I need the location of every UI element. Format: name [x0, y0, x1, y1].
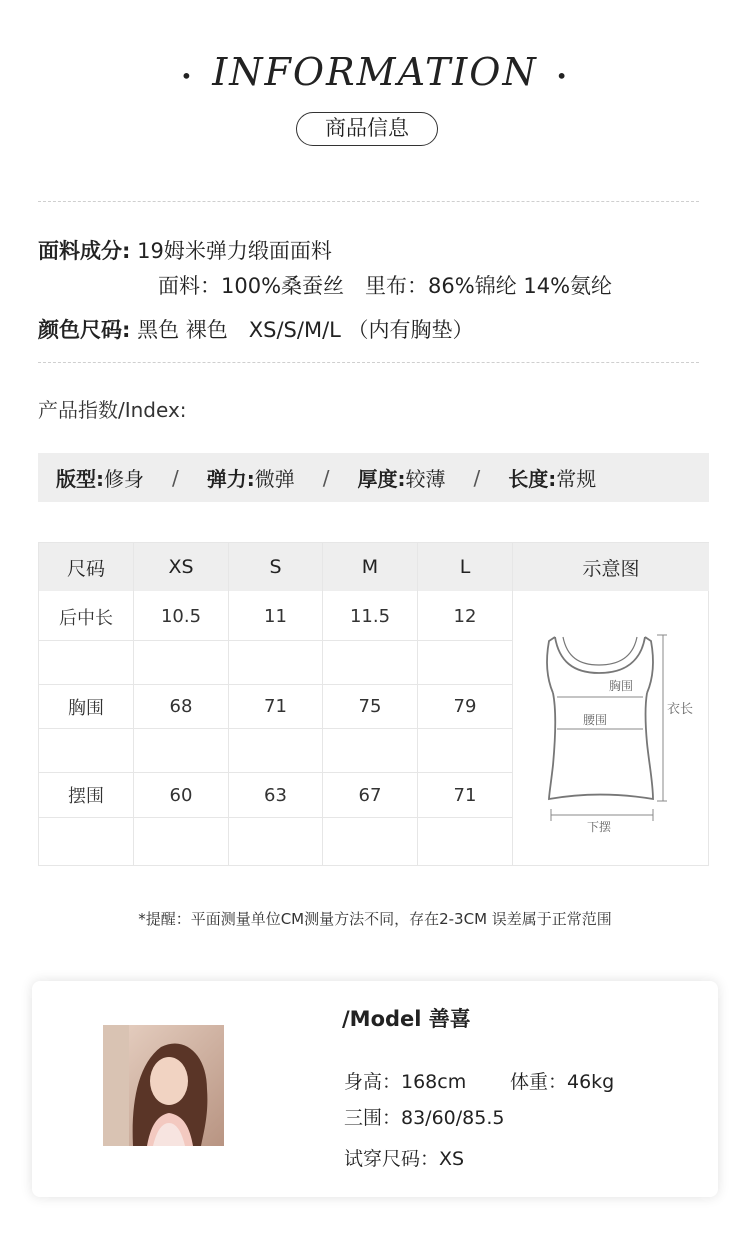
header-diagram: 示意图 — [513, 543, 709, 591]
header-l: L — [418, 543, 512, 591]
header-size: 尺码 — [39, 543, 133, 591]
model-photo — [103, 1025, 224, 1146]
cell-hem-m: 67 — [358, 784, 382, 806]
fabric-label: 面料成分: — [38, 239, 131, 263]
row-line — [39, 640, 512, 641]
header-m: M — [323, 543, 417, 591]
index-separator: / — [322, 465, 330, 490]
information-title — [0, 50, 750, 94]
model-card — [32, 981, 718, 1197]
row-line — [39, 817, 512, 818]
index-bar — [38, 453, 709, 502]
index-key-elasticity: 弹力: — [206, 467, 255, 491]
index-separator: / — [473, 465, 481, 490]
fabric-line — [38, 235, 332, 265]
cell-back-length-l: 12 — [453, 606, 477, 627]
color-value: 黑色 裸色 XS/S/M/L （内有胸垫） — [137, 318, 474, 342]
model-height: 身高：168cm — [344, 1071, 467, 1093]
index-separator: / — [172, 465, 179, 490]
index-value-elasticity: 微弹 — [254, 467, 295, 491]
measurement-note: *提醒：平面测量单位CM测量方法不同，存在2-3CM 误差属于正常范围 — [138, 910, 612, 928]
color-label: 颜色尺码: — [38, 318, 131, 342]
garment-diagram — [513, 593, 709, 866]
header-s: S — [229, 543, 322, 591]
index-key-thickness: 厚度: — [357, 467, 406, 491]
header-xs: XS — [134, 543, 228, 591]
cell-back-length-s: 11 — [264, 606, 287, 627]
index-key-fit: 版型: — [56, 467, 104, 491]
diagram-label-chest: 胸围 — [609, 679, 634, 693]
row-line — [39, 728, 512, 729]
row-name-chest: 胸围 — [68, 697, 104, 719]
index-value-thickness: 较薄 — [405, 467, 446, 491]
cell-chest-s: 71 — [264, 696, 287, 717]
index-value-length: 常规 — [556, 467, 597, 491]
index-key-length: 长度: — [508, 467, 557, 491]
diagram-label-length: 衣长 — [667, 702, 694, 717]
index-label: 产品指数/Index: — [38, 398, 187, 422]
diagram-label-waist: 腰围 — [583, 713, 608, 727]
size-table — [38, 542, 709, 866]
cell-chest-l: 79 — [453, 696, 477, 717]
row-name-back-length: 后中长 — [59, 607, 113, 629]
model-measurements: 三围：83/60/85.5 — [344, 1107, 505, 1129]
cell-hem-s: 63 — [264, 784, 287, 806]
model-weight: 体重：46kg — [510, 1071, 615, 1093]
cell-chest-xs: 68 — [169, 696, 193, 717]
title-text: INFORMATION — [212, 50, 538, 94]
fabric-detail: 面料：100%桑蚕丝 里布：86%锦纶 14%氨纶 — [158, 274, 613, 298]
cell-chest-m: 75 — [358, 696, 382, 717]
model-title: /Model 善喜 — [342, 1007, 471, 1031]
product-info-badge: 商品信息 — [296, 112, 438, 146]
diagram-label-hem: 下摆 — [587, 820, 612, 834]
cell-hem-xs: 60 — [169, 784, 193, 806]
title-dot-left: • — [180, 63, 195, 88]
color-line — [38, 314, 474, 344]
cell-hem-l: 71 — [453, 784, 477, 806]
divider-top — [38, 201, 699, 202]
row-name-hem: 摆围 — [68, 786, 104, 807]
cell-back-length-xs: 10.5 — [160, 606, 202, 627]
title-dot-right: • — [555, 63, 570, 88]
divider-middle — [38, 362, 699, 363]
fabric-value: 19姆米弹力缎面面料 — [137, 239, 332, 263]
cell-back-length-m: 11.5 — [349, 606, 391, 627]
model-size: 试穿尺码：XS — [344, 1148, 465, 1170]
index-value-fit: 修身 — [104, 467, 144, 491]
